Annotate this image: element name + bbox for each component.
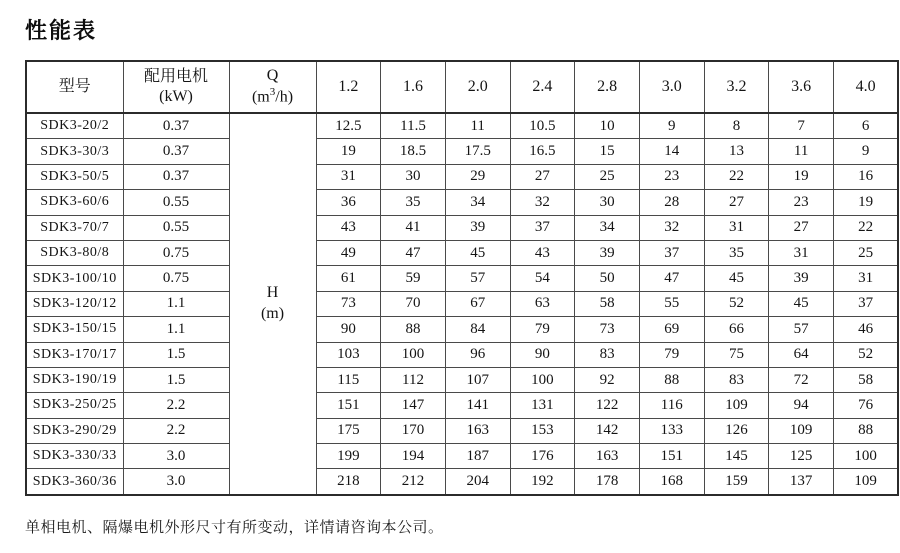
h-value-cell: 115 xyxy=(316,367,381,392)
h-value-cell: 39 xyxy=(575,240,640,265)
table-row xyxy=(26,113,898,139)
h-value-cell: 22 xyxy=(704,164,769,189)
model-cell: SDK3-20/2 xyxy=(26,113,123,139)
table-row xyxy=(26,215,898,240)
header-flow-value: 1.2 xyxy=(316,61,381,113)
h-value-cell: 79 xyxy=(639,342,704,367)
h-value-cell: 10.5 xyxy=(510,113,575,139)
h-value-cell: 19 xyxy=(316,139,381,164)
model-cell: SDK3-170/17 xyxy=(26,342,123,367)
h-value-cell: 47 xyxy=(381,240,446,265)
h-value-cell: 83 xyxy=(575,342,640,367)
h-value-cell: 50 xyxy=(575,266,640,291)
model-cell: SDK3-50/5 xyxy=(26,164,123,189)
h-value-cell: 133 xyxy=(639,418,704,443)
h-value-cell: 100 xyxy=(834,444,899,469)
h-value-cell: 103 xyxy=(316,342,381,367)
h-value-cell: 151 xyxy=(639,444,704,469)
kw-cell: 3.0 xyxy=(123,469,229,495)
h-value-cell: 126 xyxy=(704,418,769,443)
table-header xyxy=(26,61,898,113)
header-flow-value: 4.0 xyxy=(834,61,899,113)
kw-cell: 0.75 xyxy=(123,266,229,291)
h-value-cell: 52 xyxy=(834,342,899,367)
page-title: 性能表 xyxy=(25,18,98,43)
kw-cell: 0.55 xyxy=(123,215,229,240)
kw-cell: 1.5 xyxy=(123,342,229,367)
h-value-cell: 31 xyxy=(834,266,899,291)
h-value-cell: 69 xyxy=(639,317,704,342)
h-value-cell: 43 xyxy=(316,215,381,240)
h-value-cell: 73 xyxy=(316,291,381,316)
h-value-cell: 57 xyxy=(445,266,510,291)
h-value-cell: 153 xyxy=(510,418,575,443)
table-row xyxy=(26,164,898,189)
model-cell: SDK3-30/3 xyxy=(26,139,123,164)
table-row xyxy=(26,393,898,418)
h-value-cell: 16.5 xyxy=(510,139,575,164)
table-row xyxy=(26,291,898,316)
h-value-cell: 175 xyxy=(316,418,381,443)
h-value-cell: 31 xyxy=(704,215,769,240)
h-unit-cell: H (m) xyxy=(229,113,316,495)
header-flow-value: 3.0 xyxy=(639,61,704,113)
h-value-cell: 17.5 xyxy=(445,139,510,164)
h-value-cell: 19 xyxy=(769,164,834,189)
h-value-cell: 73 xyxy=(575,317,640,342)
h-value-cell: 31 xyxy=(769,240,834,265)
kw-cell: 0.37 xyxy=(123,139,229,164)
h-value-cell: 75 xyxy=(704,342,769,367)
h-value-cell: 25 xyxy=(834,240,899,265)
h-value-cell: 176 xyxy=(510,444,575,469)
h-value-cell: 27 xyxy=(704,190,769,215)
h-value-cell: 30 xyxy=(575,190,640,215)
h-value-cell: 168 xyxy=(639,469,704,495)
header-flow-value: 3.2 xyxy=(704,61,769,113)
header-flow-value: 2.8 xyxy=(575,61,640,113)
model-cell: SDK3-290/29 xyxy=(26,418,123,443)
h-value-cell: 137 xyxy=(769,469,834,495)
h-value-cell: 147 xyxy=(381,393,446,418)
h-value-cell: 218 xyxy=(316,469,381,495)
h-value-cell: 52 xyxy=(704,291,769,316)
h-value-cell: 11 xyxy=(769,139,834,164)
h-value-cell: 141 xyxy=(445,393,510,418)
h-value-cell: 64 xyxy=(769,342,834,367)
h-value-cell: 79 xyxy=(510,317,575,342)
h-value-cell: 59 xyxy=(381,266,446,291)
table-row xyxy=(26,240,898,265)
h-value-cell: 6 xyxy=(834,113,899,139)
h-value-cell: 116 xyxy=(639,393,704,418)
model-cell: SDK3-80/8 xyxy=(26,240,123,265)
h-value-cell: 37 xyxy=(510,215,575,240)
h-value-cell: 54 xyxy=(510,266,575,291)
h-value-cell: 25 xyxy=(575,164,640,189)
header-row xyxy=(26,61,898,113)
kw-cell: 2.2 xyxy=(123,418,229,443)
h-value-cell: 23 xyxy=(639,164,704,189)
h-value-cell: 14 xyxy=(639,139,704,164)
header-flow-value: 2.4 xyxy=(510,61,575,113)
h-value-cell: 35 xyxy=(704,240,769,265)
model-cell: SDK3-330/33 xyxy=(26,444,123,469)
h-value-cell: 47 xyxy=(639,266,704,291)
h-value-cell: 58 xyxy=(834,367,899,392)
h-value-cell: 39 xyxy=(445,215,510,240)
model-cell: SDK3-250/25 xyxy=(26,393,123,418)
table-row xyxy=(26,190,898,215)
h-value-cell: 212 xyxy=(381,469,446,495)
h-value-cell: 178 xyxy=(575,469,640,495)
table-row xyxy=(26,418,898,443)
model-cell: SDK3-100/10 xyxy=(26,266,123,291)
h-value-cell: 32 xyxy=(510,190,575,215)
header-model: 型号 xyxy=(26,61,123,113)
h-value-cell: 28 xyxy=(639,190,704,215)
h-value-cell: 31 xyxy=(316,164,381,189)
header-motor: 配用电机 (kW) xyxy=(123,61,229,113)
h-value-cell: 22 xyxy=(834,215,899,240)
h-value-cell: 15 xyxy=(575,139,640,164)
h-value-cell: 70 xyxy=(381,291,446,316)
h-value-cell: 192 xyxy=(510,469,575,495)
h-value-cell: 61 xyxy=(316,266,381,291)
h-value-cell: 43 xyxy=(510,240,575,265)
h-value-cell: 122 xyxy=(575,393,640,418)
h-value-cell: 66 xyxy=(704,317,769,342)
h-value-cell: 27 xyxy=(769,215,834,240)
h-value-cell: 131 xyxy=(510,393,575,418)
h-value-cell: 57 xyxy=(769,317,834,342)
header-flow-value: 3.6 xyxy=(769,61,834,113)
h-value-cell: 204 xyxy=(445,469,510,495)
h-value-cell: 83 xyxy=(704,367,769,392)
h-value-cell: 9 xyxy=(834,139,899,164)
h-value-cell: 163 xyxy=(445,418,510,443)
model-cell: SDK3-360/36 xyxy=(26,469,123,495)
h-value-cell: 7 xyxy=(769,113,834,139)
model-cell: SDK3-70/7 xyxy=(26,215,123,240)
h-value-cell: 58 xyxy=(575,291,640,316)
h-value-cell: 27 xyxy=(510,164,575,189)
header-flow-value: 2.0 xyxy=(445,61,510,113)
h-value-cell: 107 xyxy=(445,367,510,392)
h-value-cell: 67 xyxy=(445,291,510,316)
kw-cell: 0.37 xyxy=(123,164,229,189)
table-row xyxy=(26,317,898,342)
header-flow-value: 1.6 xyxy=(381,61,446,113)
h-value-cell: 100 xyxy=(510,367,575,392)
kw-cell: 0.55 xyxy=(123,190,229,215)
h-value-cell: 46 xyxy=(834,317,899,342)
kw-cell: 1.5 xyxy=(123,367,229,392)
h-value-cell: 8 xyxy=(704,113,769,139)
model-cell: SDK3-150/15 xyxy=(26,317,123,342)
h-value-cell: 199 xyxy=(316,444,381,469)
table-row xyxy=(26,139,898,164)
kw-cell: 0.75 xyxy=(123,240,229,265)
table-row xyxy=(26,266,898,291)
h-value-cell: 109 xyxy=(769,418,834,443)
h-value-cell: 109 xyxy=(704,393,769,418)
h-value-cell: 9 xyxy=(639,113,704,139)
h-value-cell: 10 xyxy=(575,113,640,139)
h-value-cell: 88 xyxy=(381,317,446,342)
h-value-cell: 35 xyxy=(381,190,446,215)
h-value-cell: 163 xyxy=(575,444,640,469)
model-cell: SDK3-190/19 xyxy=(26,367,123,392)
kw-cell: 0.37 xyxy=(123,113,229,139)
footnote: 单相电机、隔爆电机外形尺寸有所变动，详情请咨询本公司。 xyxy=(25,518,444,536)
h-value-cell: 90 xyxy=(316,317,381,342)
h-value-cell: 92 xyxy=(575,367,640,392)
h-value-cell: 36 xyxy=(316,190,381,215)
h-value-cell: 142 xyxy=(575,418,640,443)
h-value-cell: 29 xyxy=(445,164,510,189)
h-value-cell: 13 xyxy=(704,139,769,164)
h-value-cell: 88 xyxy=(639,367,704,392)
h-value-cell: 34 xyxy=(445,190,510,215)
h-value-cell: 41 xyxy=(381,215,446,240)
model-cell: SDK3-120/12 xyxy=(26,291,123,316)
h-value-cell: 159 xyxy=(704,469,769,495)
h-value-cell: 187 xyxy=(445,444,510,469)
h-value-cell: 19 xyxy=(834,190,899,215)
h-value-cell: 170 xyxy=(381,418,446,443)
h-value-cell: 11.5 xyxy=(381,113,446,139)
h-value-cell: 84 xyxy=(445,317,510,342)
h-value-cell: 18.5 xyxy=(381,139,446,164)
h-value-cell: 49 xyxy=(316,240,381,265)
h-value-cell: 96 xyxy=(445,342,510,367)
kw-cell: 1.1 xyxy=(123,317,229,342)
h-value-cell: 151 xyxy=(316,393,381,418)
h-value-cell: 112 xyxy=(381,367,446,392)
h-value-cell: 30 xyxy=(381,164,446,189)
h-value-cell: 45 xyxy=(769,291,834,316)
kw-cell: 3.0 xyxy=(123,444,229,469)
h-value-cell: 12.5 xyxy=(316,113,381,139)
model-cell: SDK3-60/6 xyxy=(26,190,123,215)
h-value-cell: 125 xyxy=(769,444,834,469)
table-body xyxy=(26,113,898,495)
h-value-cell: 76 xyxy=(834,393,899,418)
table-row xyxy=(26,444,898,469)
h-value-cell: 194 xyxy=(381,444,446,469)
h-value-cell: 94 xyxy=(769,393,834,418)
h-value-cell: 45 xyxy=(704,266,769,291)
h-value-cell: 90 xyxy=(510,342,575,367)
h-value-cell: 145 xyxy=(704,444,769,469)
h-value-cell: 100 xyxy=(381,342,446,367)
kw-cell: 2.2 xyxy=(123,393,229,418)
h-value-cell: 39 xyxy=(769,266,834,291)
performance-table xyxy=(25,60,899,496)
h-value-cell: 11 xyxy=(445,113,510,139)
h-value-cell: 37 xyxy=(834,291,899,316)
h-value-cell: 34 xyxy=(575,215,640,240)
h-value-cell: 23 xyxy=(769,190,834,215)
h-value-cell: 37 xyxy=(639,240,704,265)
h-value-cell: 16 xyxy=(834,164,899,189)
h-value-cell: 88 xyxy=(834,418,899,443)
h-value-cell: 45 xyxy=(445,240,510,265)
table-row xyxy=(26,342,898,367)
h-value-cell: 32 xyxy=(639,215,704,240)
header-flow-q: Q $(m^3/h)$ xyxy=(229,61,316,113)
h-value-cell: 72 xyxy=(769,367,834,392)
h-value-cell: 63 xyxy=(510,291,575,316)
h-value-cell: 55 xyxy=(639,291,704,316)
kw-cell: 1.1 xyxy=(123,291,229,316)
table-row xyxy=(26,469,898,495)
h-value-cell: 109 xyxy=(834,469,899,495)
table-row xyxy=(26,367,898,392)
